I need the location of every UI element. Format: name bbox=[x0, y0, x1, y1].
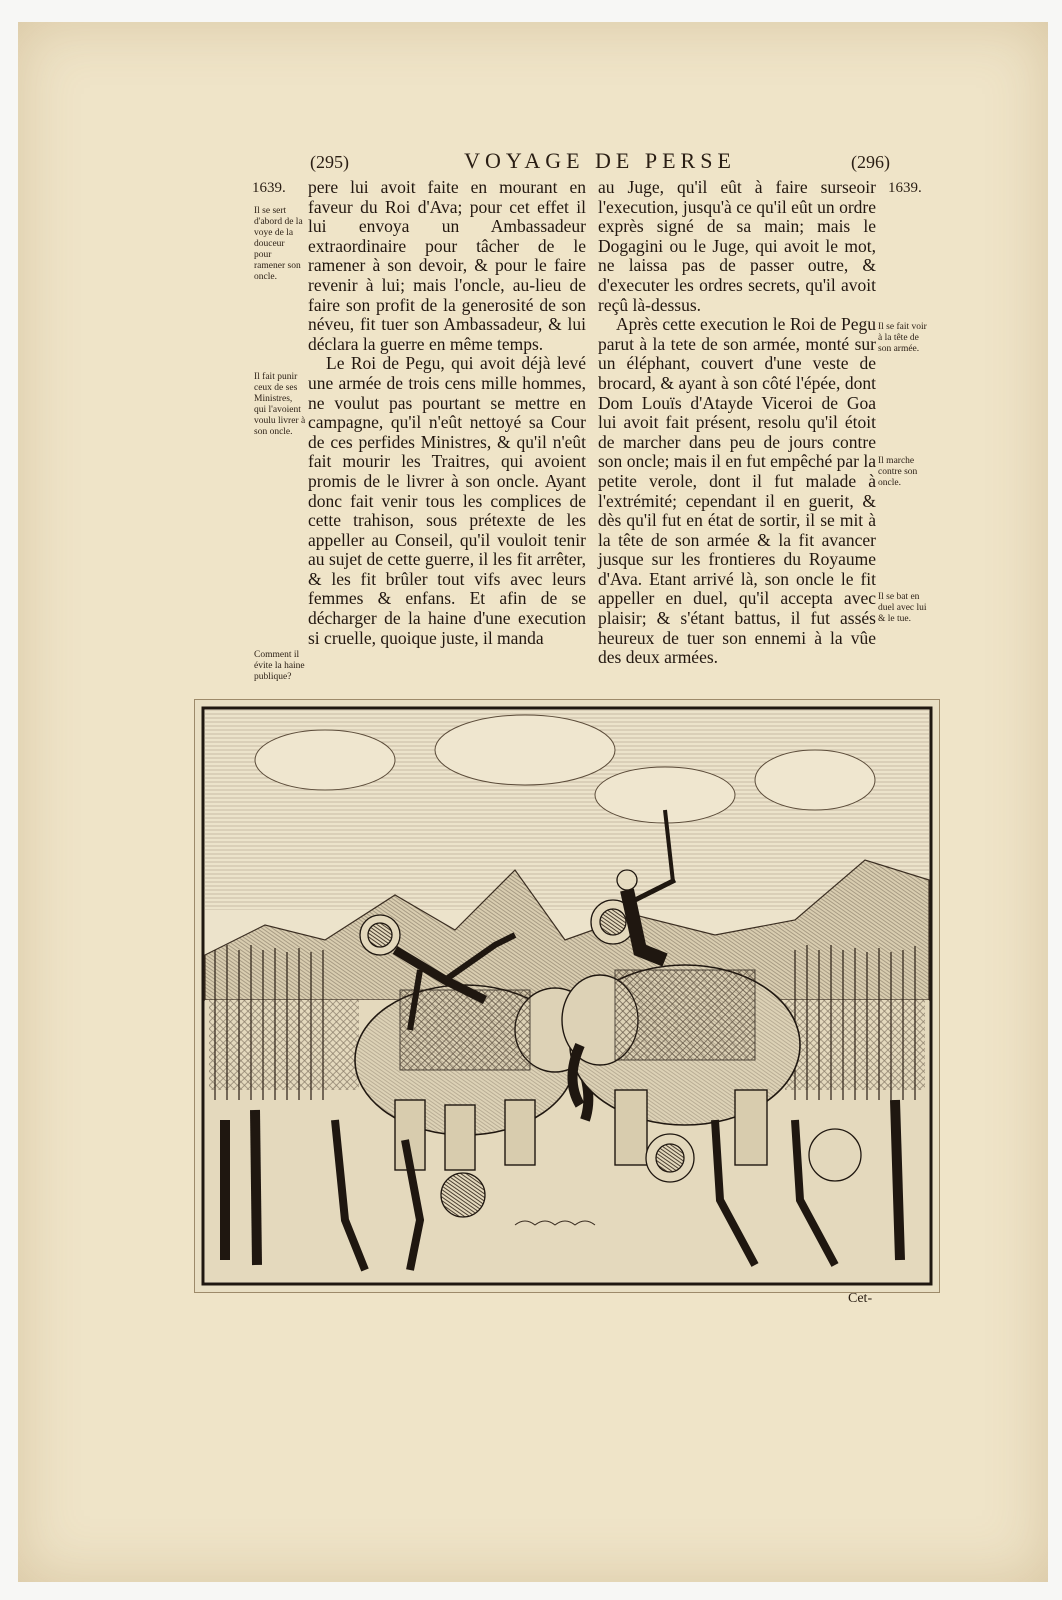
margin-note: Il se bat en duel avec lui & le tue. bbox=[878, 592, 927, 624]
page-title: VOYAGE DE PERSE bbox=[464, 148, 736, 173]
paragraph: au Juge, qu'il eût à faire surseoir l'execution, jusqu'à ce qu'il eût un ordre exprès signé de sa main; mais le Dogagini ou le Juge, qui avoit le mot, ne laissa pas de passer outre, & d'executer les ordres secrets, qu'il avoit reçû là-dessus. bbox=[598, 177, 876, 315]
text-column-right bbox=[598, 178, 876, 668]
folio-right: (296) bbox=[851, 152, 890, 172]
folio-left: (295) bbox=[310, 152, 349, 172]
engraving-illustration bbox=[194, 699, 940, 1293]
engraving-elephant-duel bbox=[195, 700, 939, 1292]
paragraph: Après cette execution le Roi de Pegu parut à la tete de son armée, monté sur un éléphant, couvert d'une veste de brocard, & ayant à son côté l'épée, dont Dom Louïs d'Atayde Viceroi de Goa lui avoit fait présent, resolu qu'il étoit de marcher dans peu de jours contre son oncle; mais il en fut empêché par la petite verole, dont il fut malade à l'extrémité; cependant il en guerit, & dès qu'il fut en état de sortir, il se mit à la tête de son armée & la fit avancer jusque sur les frontieres du Royaume d'Ava. Etant arrivé là, son oncle le fit appeller en duel, qu'il accepta avec plaisir; & s'étant battus, il fut assés heureux de tuer son ennemi à la vûe des deux armées. bbox=[598, 314, 876, 668]
year-right: 1639. bbox=[888, 180, 922, 196]
margin-note: Il se fait voir à la tête de son armée. bbox=[878, 322, 927, 354]
paragraph: pere lui avoit faite en mourant en faveur du Roi d'Ava; pour cet effet il lui envoya un Ambassadeur extraordinaire pour tâcher de le ramener à son devoir, & pour le faire revenir à lui; mais l'oncle, au-lieu de faire son profit de la generosité de son néveu, fit tuer son Ambassadeur, & lui déclara la guerre en même temps. bbox=[308, 177, 586, 354]
paragraph: Le Roi de Pegu, qui avoit déjà levé une armée de trois cens mille hommes, ne voulut pas pourtant se mettre en campagne, qu'il n'eût nettoyé sa Cour de ces perfides Ministres, & qu'il n'eût fait mourir les Traitres, qui avoient promis de le livrer à son oncle. Ayant donc fait venir tous les complices de cette trahison, sous prétexte de les appeller au Conseil, qu'il vouloit tenir au sujet de cette guerre, il les fit arrêter, & les fit brûler tout vifs avec leurs femmes & enfans. Et afin de se décharger de la haine d'une execution si cruelle, quoique juste, il manda bbox=[308, 353, 586, 648]
margin-note: Comment il évite la haine publique? bbox=[254, 650, 305, 682]
catchword: Cet- bbox=[848, 1291, 873, 1306]
margin-note: Il fait punir ceux de ses Ministres, qui l'avoient voulu livrer à son oncle. bbox=[254, 372, 306, 437]
margin-note: Il marche contre son oncle. bbox=[878, 456, 918, 488]
text-column-left bbox=[308, 178, 586, 648]
year-left: 1639. bbox=[252, 180, 286, 196]
margin-note: Il se sert d'abord de la voye de la douceur pour ramener son oncle. bbox=[254, 206, 303, 282]
